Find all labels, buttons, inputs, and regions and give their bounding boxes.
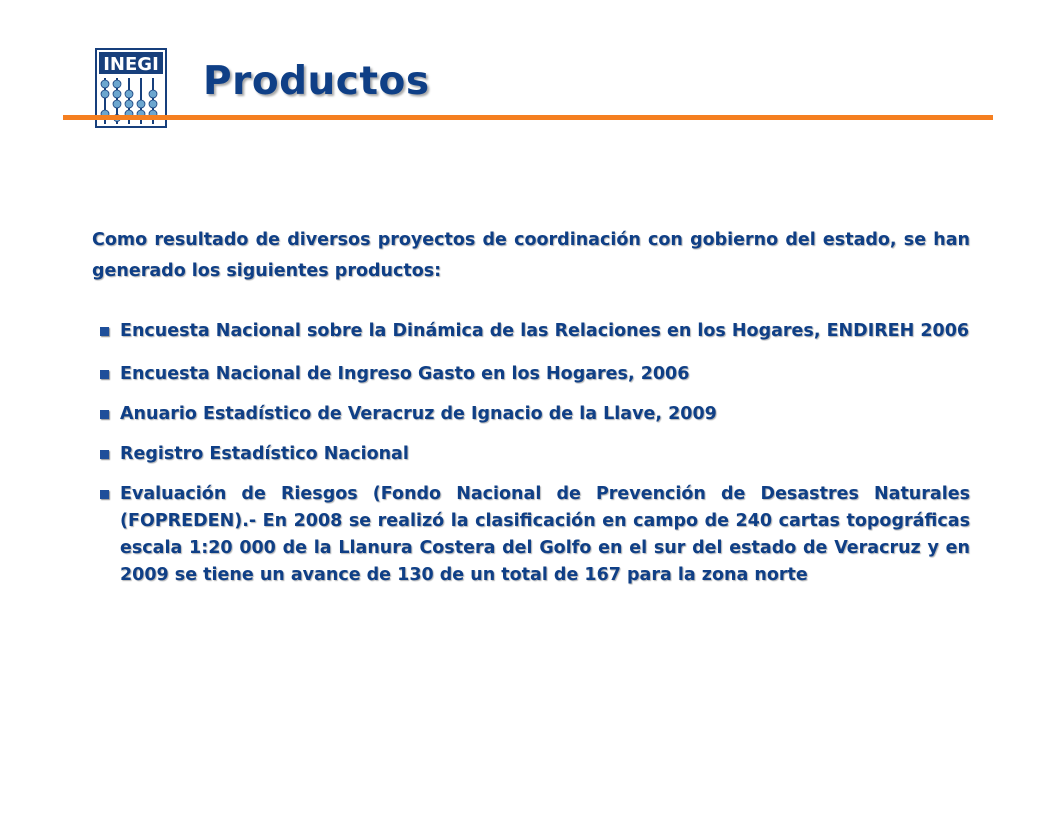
square-bullet-icon <box>100 410 109 419</box>
list-item-text: Encuesta Nacional sobre la Dinámica de las Relaciones en los Hogares, ENDIREH 2006 <box>120 321 970 341</box>
square-bullet-icon <box>100 327 109 336</box>
list-item <box>100 401 970 428</box>
square-bullet-icon <box>100 450 109 459</box>
square-bullet-icon <box>100 490 109 499</box>
products-list <box>100 318 970 605</box>
list-item <box>100 441 970 468</box>
intro-paragraph: Como resultado de diversos proyectos de coordinación con gobierno del estado, se han generado los siguientes productos: <box>92 230 970 281</box>
page-title: Productos <box>203 59 430 104</box>
list-item <box>100 481 970 589</box>
logo-text: INEGI <box>103 54 159 75</box>
list-item <box>100 318 970 345</box>
list-item <box>100 361 970 388</box>
square-bullet-icon <box>100 370 109 379</box>
list-item-text: Anuario Estadístico de Veracruz de Ignacio de la Llave, 2009 <box>120 404 717 424</box>
list-item-text: Encuesta Nacional de Ingreso Gasto en los Hogares, 2006 <box>120 364 690 384</box>
list-item-text: Evaluación de Riesgos (Fondo Nacional de Prevención de Desastres Naturales (FOPREDEN).- En 2008 se realizó la clasificación en campo de 240 cartas topográficas escala 1:20 000 de la Llanura Costera del Golfo en el sur del estado de Veracruz y en 2009 se tiene un avance de 130 de un total de 167 para la zona norte <box>120 484 970 585</box>
list-item-text: Registro Estadístico Nacional <box>120 444 409 464</box>
title-divider <box>63 115 993 120</box>
